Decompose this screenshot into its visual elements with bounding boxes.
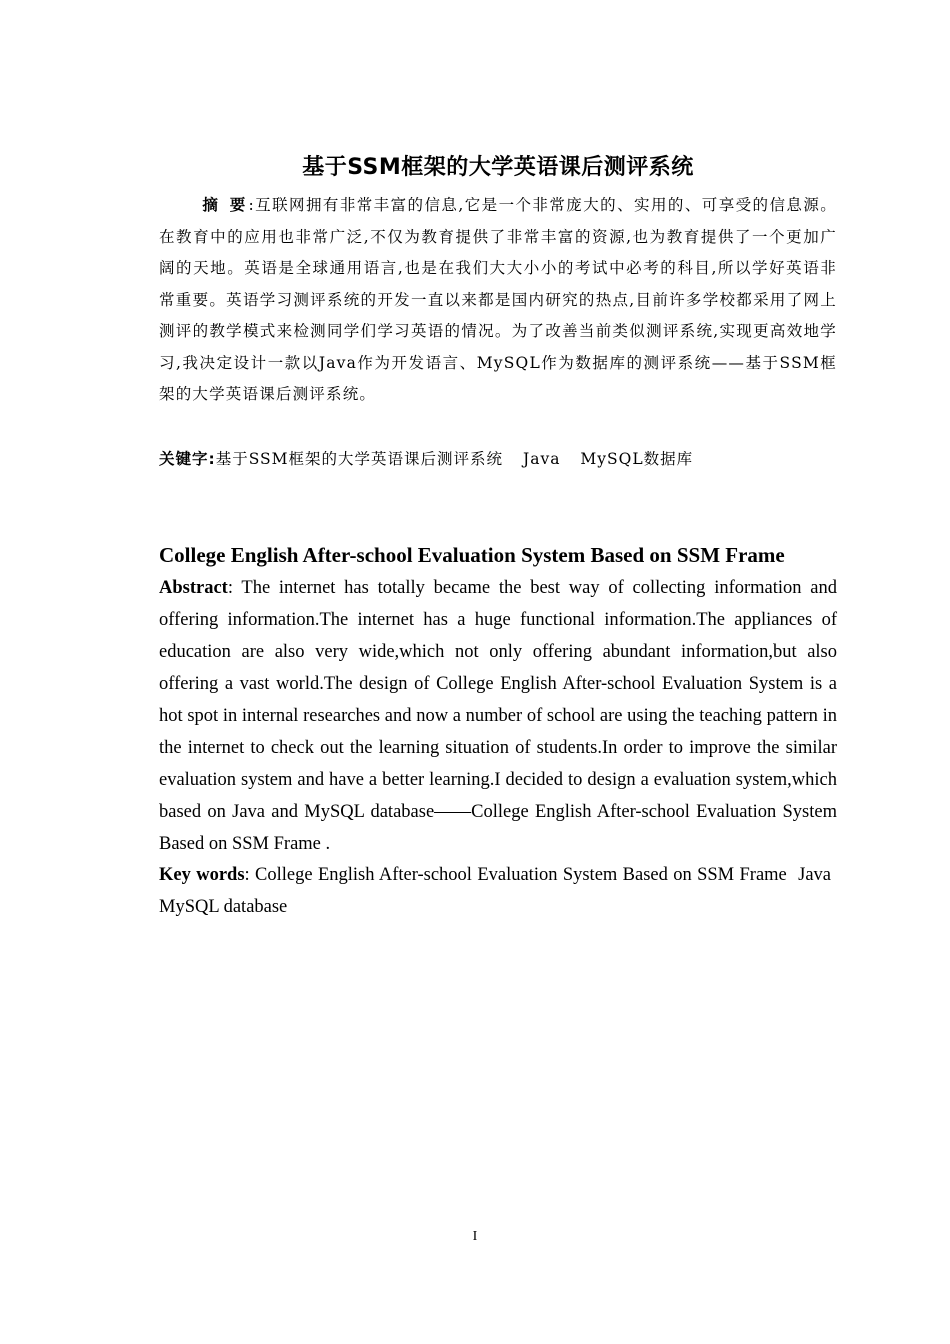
english-keyword: MySQL database — [159, 897, 288, 917]
chinese-keyword: MySQL数据库 — [580, 450, 694, 468]
english-abstract-label: Abstract — [159, 578, 228, 598]
chinese-keyword: 基于SSM框架的大学英语课后测评系统 — [215, 450, 504, 468]
english-title: College English After-school Evaluation System Based on SSM Frame — [159, 543, 785, 567]
chinese-abstract-label: 摘 要 — [202, 196, 249, 214]
english-keywords — [159, 859, 837, 923]
english-abstract-text: The internet has totally became the best way of collecting information and offering information.The internet has a huge functional information.The appliances of education are also very wide,which not only offering abundant information,but also offering a vast world.The design of College English After-school Evaluation System is a hot spot in internal researches and now a number of school are using the teaching pattern in the internet to check out the learning situation of students.In order to improve the similar evaluation system and have a better learning.I decided to design a evaluation system,which based on Java and MySQL database——College English After-school Evaluation System Based on SSM Frame . — [159, 578, 837, 854]
chinese-keywords-label: 关键字: — [159, 450, 216, 468]
chinese-keyword: Java — [522, 450, 561, 468]
english-keywords-label: Key words — [159, 865, 245, 885]
english-keywords-separator: : — [244, 865, 256, 885]
chinese-abstract — [159, 190, 837, 411]
page-number: I — [472, 1229, 478, 1244]
chinese-title: 基于SSM框架的大学英语课后测评系统 — [302, 155, 694, 180]
chinese-abstract-text: 互联网拥有非常丰富的信息,它是一个非常庞大的、实用的、可享受的信息源。在教育中的应用也非常广泛,不仅为教育提供了非常丰富的资源,也为教育提供了一个更加广阔的天地。英语是全球通用语言,也是在我们大大小小的考试中必考的科目,所以学好英语非常重要。英语学习测评系统的开发一直以来都是国内研究的热点,目前许多学校都采用了网上测评的教学模式来检测同学们学习英语的情况。为了改善当前类似测评系统,实现更高效地学习,我决定设计一款以Java作为开发语言、MySQL作为数据库的测评系统——基于SSM框架的大学英语课后测评系统。 — [159, 196, 837, 403]
english-abstract — [159, 572, 837, 860]
chinese-keywords — [159, 444, 837, 475]
chinese-abstract-separator: : — [248, 196, 255, 214]
english-abstract-separator: : — [227, 578, 233, 598]
english-keyword: Java — [798, 865, 832, 885]
english-keyword: College English After-school Evaluation System Based on SSM Frame — [255, 865, 787, 885]
